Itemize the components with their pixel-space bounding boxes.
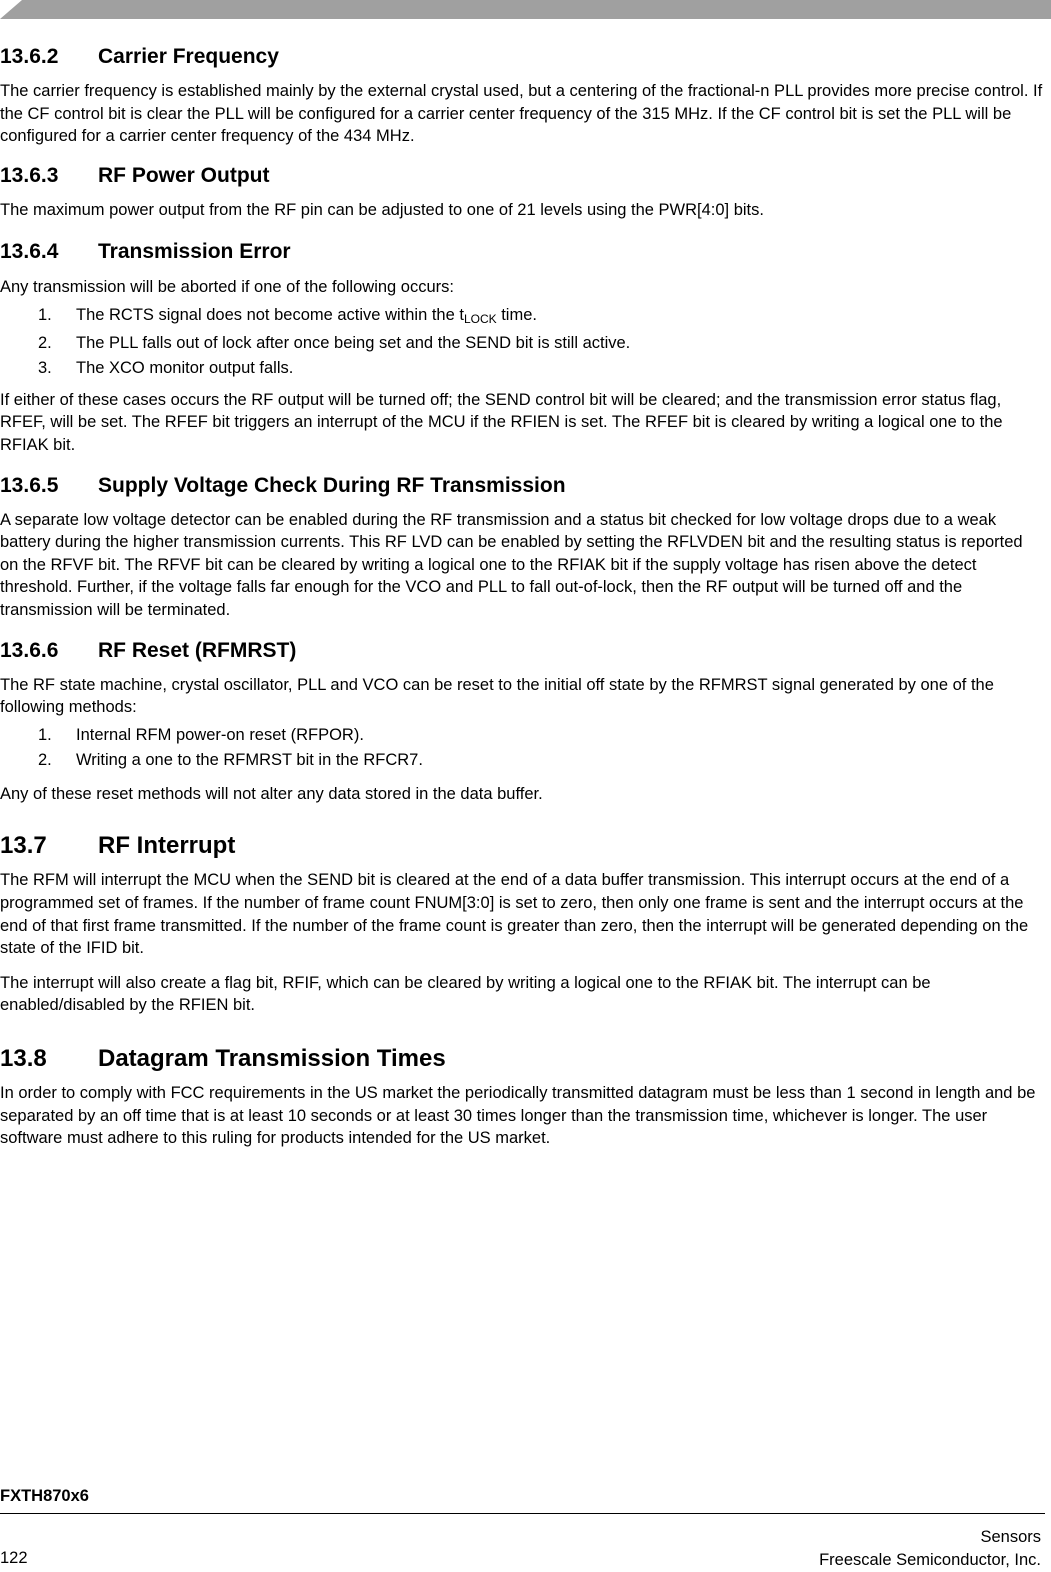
numbered-list <box>0 724 1045 772</box>
section-heading: 13.6.6 RF Reset (RFMRST) <box>0 638 297 662</box>
numbered-list <box>0 304 1045 380</box>
document-body <box>0 40 1045 1150</box>
section-heading: 13.8 Datagram Transmission Times <box>0 1045 446 1073</box>
page-number: 122 <box>0 1549 28 1567</box>
paragraph: The RFM will interrupt the MCU when the SEND bit is cleared at the end of a data buffer transmission. This interrupt occurs at the end of a programmed set of frames. If the number of frame count FNUM[3:0] is set to zero, then only one frame is sent and the interrupt occurs at the end of that first frame transmitted. If the number of the frame count is greater than zero, then the interrupt will be generated depending on the state of the IFID bit. <box>0 871 1029 958</box>
list-item: 2. The PLL falls out of lock after once being set and the SEND bit is still active. <box>38 333 631 352</box>
paragraph: If either of these cases occurs the RF output will be turned off; the SEND control bit will be cleared; and the transmission error status flag, RFEF, will be set. The RFEF bit triggers an interrupt of the MCU if the RFIEN is set. The RFEF bit is cleared by writing a logical one to the RFIAK bit. <box>0 390 1003 454</box>
list-item: 3. The XCO monitor output falls. <box>38 359 294 378</box>
paragraph: The interrupt will also create a flag bit, RFIF, which can be cleared by writing a logical one to the RFIAK bit. The interrupt can be enabled/disabled by the RFIEN bit. <box>0 973 931 1015</box>
footer-company: Freescale Semiconductor, Inc. <box>819 1551 1041 1569</box>
paragraph: The maximum power output from the RF pin can be adjusted to one of 21 levels using the PWR[4:0] bits. <box>0 200 764 219</box>
header-bar <box>0 0 1051 19</box>
paragraph: Any of these reset methods will not alter any data stored in the data buffer. <box>0 784 543 803</box>
section-heading: 13.6.5 Supply Voltage Check During RF Transmission <box>0 473 566 497</box>
list-item: 1. The RCTS signal does not become active within the $t_{LOCK}$ time. <box>38 305 537 326</box>
section-heading: 13.6.4 Transmission Error <box>0 240 291 264</box>
section-heading: 13.6.2 Carrier Frequency <box>0 45 279 68</box>
footer-category: Sensors <box>980 1528 1041 1546</box>
paragraph: The RF state machine, crystal oscillator, PLL and VCO can be reset to the initial off state by the RFMRST signal generated by one of the following methods: <box>0 675 994 717</box>
section-heading: 13.6.3 RF Power Output <box>0 163 270 187</box>
paragraph: Any transmission will be aborted if one of the following occurs: <box>0 278 454 297</box>
list-item: 2. Writing a one to the RFMRST bit in the RFCR7. <box>38 751 423 770</box>
section-heading: 13.7 RF Interrupt <box>0 832 236 860</box>
list-item: 1. Internal RFM power-on reset (RFPOR). <box>38 725 364 744</box>
paragraph: The carrier frequency is established mainly by the external crystal used, but a centering of the fractional-n PLL provides more precise control. If the CF control bit is clear the PLL will be configured for a carrier center frequency of the 315 MHz. If the CF control bit is set the PLL will be configured for a carrier center frequency of the 434 MHz. <box>0 82 1043 146</box>
footer-publisher <box>819 1526 1041 1572</box>
footer-divider <box>0 1513 1045 1514</box>
paragraph: In order to comply with FCC requirements in the US market the periodically transmitted datagram must be less than 1 second in length and be separated by an off time that is at least 10 seconds or at least 30 times longer than the transmission time, whichever is longer. The user software must adhere to this ruling for products intended for the US market. <box>0 1084 1036 1148</box>
paragraph: A separate low voltage detector can be enabled during the RF transmission and a status bit checked for low voltage drops due to a weak battery during the higher transmission currents. This RF LVD can be enabled by setting the RFLVDEN bit and the resulting status is reported on the RFVF bit. The RFVF bit can be cleared by writing a logical one to the RFIAK bit if the supply voltage has risen above the detect threshold. Further, if the voltage falls far enough for the VCO and PLL to fall out-of-lock, then the RF output will be turned off and the transmission will be terminated. <box>0 510 1023 619</box>
footer-product-name: FXTH870x6 <box>0 1487 89 1505</box>
